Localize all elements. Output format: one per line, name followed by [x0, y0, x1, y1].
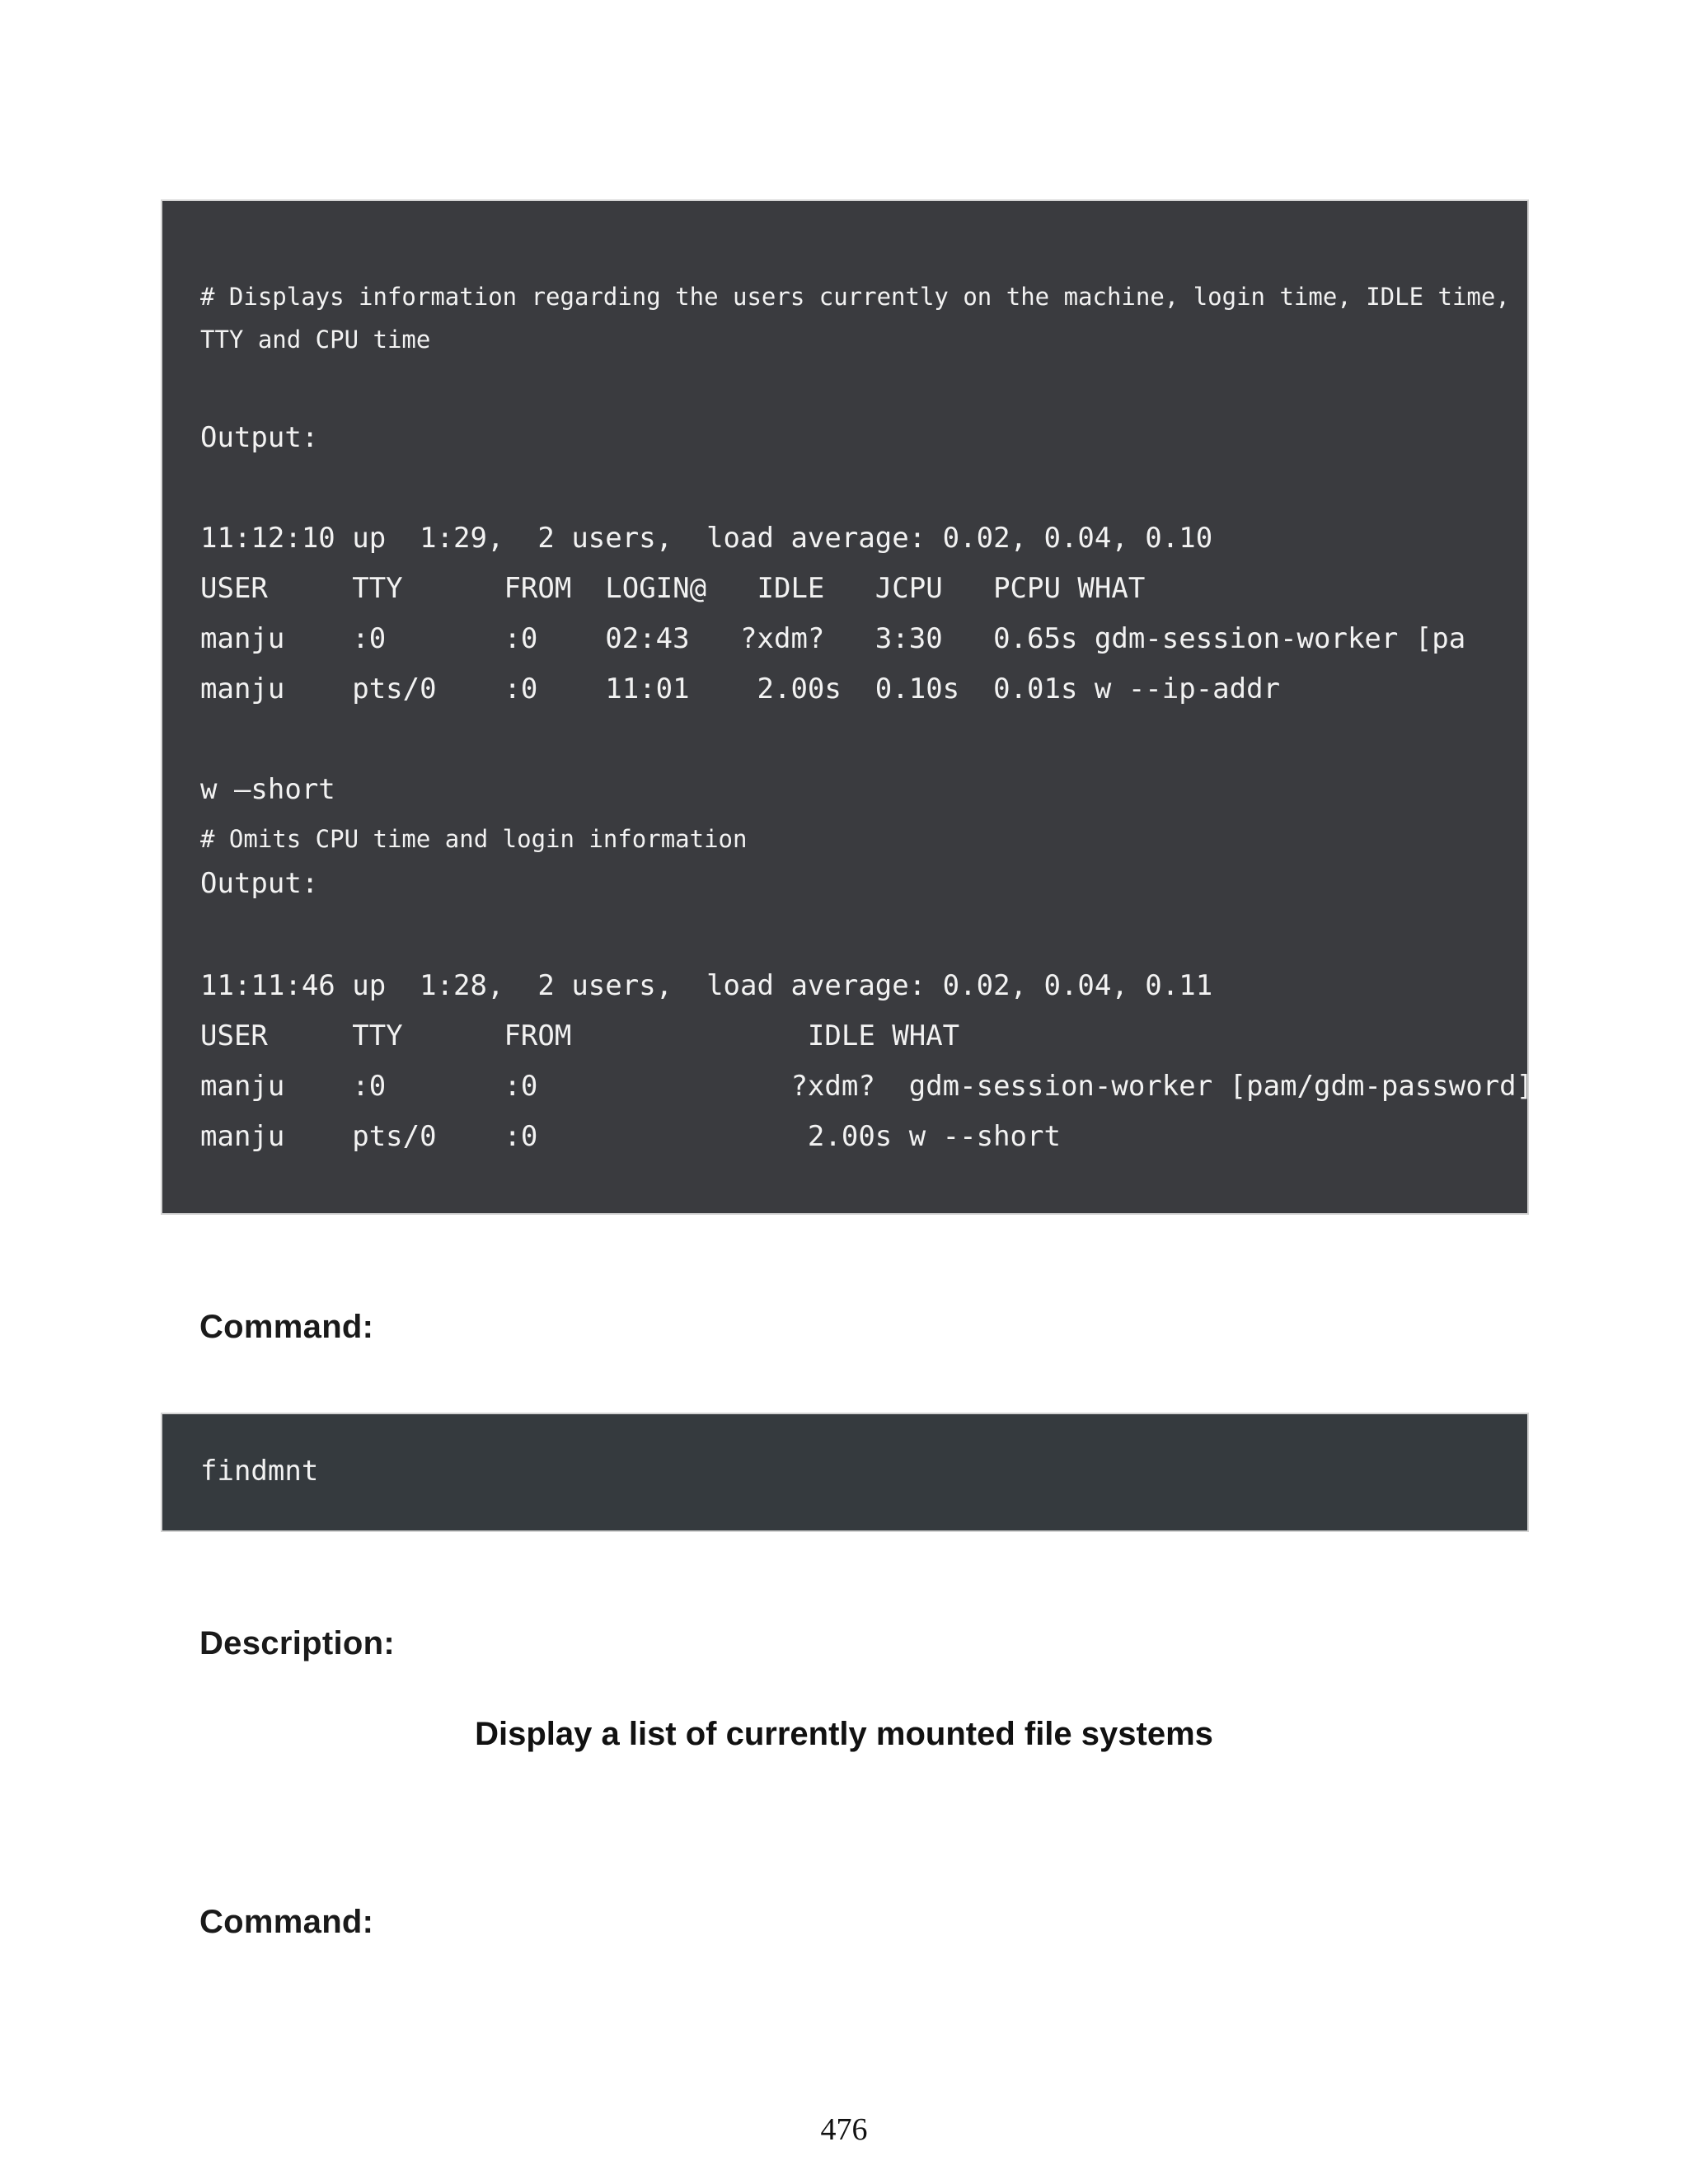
command-heading: Command:	[199, 1309, 374, 1345]
description-text: Display a list of currently mounted file systems	[475, 1716, 1213, 1752]
code-block-findmnt	[161, 1413, 1529, 1532]
code-line: Output:	[200, 867, 319, 900]
code-block-w-command	[161, 199, 1534, 1215]
page-number: 476	[820, 2112, 868, 2147]
code-line: Output:	[200, 421, 319, 454]
description-heading: Description:	[199, 1625, 395, 1661]
code-line: manju pts/0 :0 2.00s w --short	[200, 1120, 1061, 1153]
code-comment: TTY and CPU time	[200, 326, 431, 354]
code-line: 11:12:10 up 1:29, 2 users, load average: 0.02, 0.04, 0.10	[200, 522, 1213, 555]
code-comment: # Omits CPU time and login information	[200, 825, 748, 853]
code-line: 11:11:46 up 1:28, 2 users, load average: 0.02, 0.04, 0.11	[200, 969, 1213, 1002]
code-line: manju pts/0 :0 11:01 2.00s 0.10s 0.01s w --ip-addr	[200, 673, 1281, 705]
code-line: USER TTY FROM IDLE WHAT	[200, 1019, 960, 1052]
code-line: findmnt	[200, 1455, 319, 1488]
code-line: w –short	[200, 773, 335, 806]
code-line: USER TTY FROM LOGIN@ IDLE JCPU PCPU WHAT	[200, 572, 1146, 605]
code-comment: # Displays information regarding the users currently on the machine, login time, IDLE time,	[200, 283, 1510, 311]
code-line: manju :0 :0 02:43 ?xdm? 3:30 0.65s gdm-session-worker [pa	[200, 622, 1466, 655]
code-line: manju :0 :0 ?xdm? gdm-session-worker [pam/gdm-password]	[200, 1070, 1534, 1103]
command-heading: Command:	[199, 1904, 374, 1940]
